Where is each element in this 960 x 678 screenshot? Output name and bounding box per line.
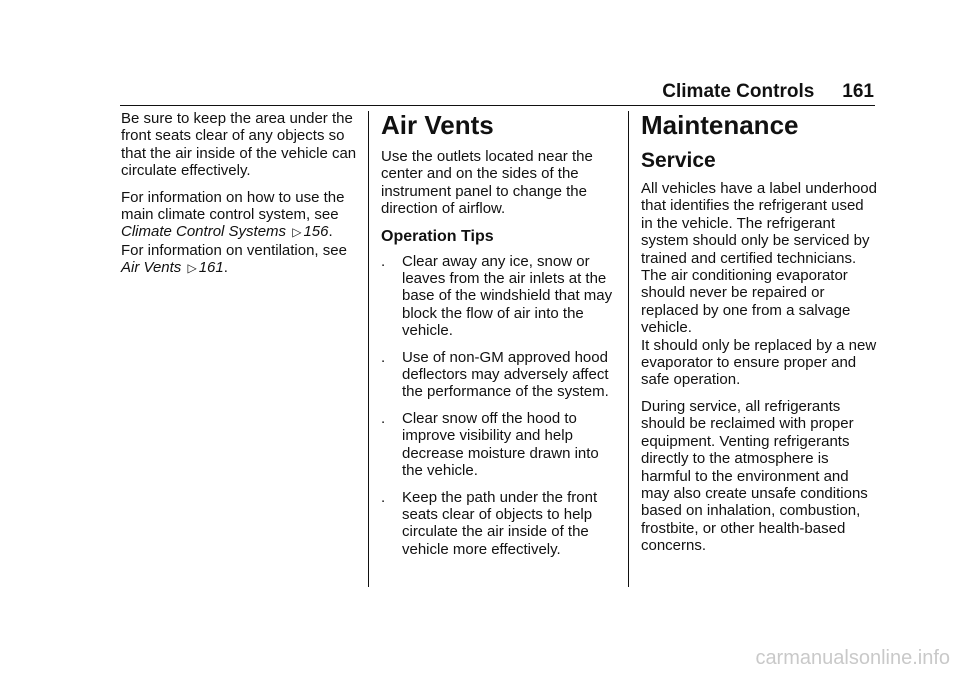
list-item: . Keep the path under the front seats clear of objects to help circulate the air inside of the vehicle more effectively. [381,488,598,558]
link-page-number[interactable]: 156 [303,223,329,241]
right-arrow-icon: ▷ [187,261,197,276]
paragraph-text: . [223,259,228,277]
link-page-number[interactable]: 161 [198,259,224,277]
paragraph-text: For information on how to use the main climate control system, see [121,188,345,224]
bullet-marker: . [381,252,386,270]
list-item: . Use of non-GM approved hood deflectors may adversely affect the performance of the system. [381,348,609,401]
page-header [662,81,874,103]
section-title: Climate Controls [662,81,815,102]
column-divider-2 [628,111,629,587]
bullet-marker: . [381,409,386,427]
paragraph: Be sure to keep the area under the front seats clear of any objects so that the air inside of the vehicle can circulate effectively. [121,110,357,180]
link-climate-control-systems[interactable]: Climate Control Systems [121,223,287,241]
header-rule [120,105,875,106]
column-middle [381,110,619,567]
section-heading: Air Vents [381,110,494,140]
column-divider-1 [368,111,369,587]
cross-reference-paragraph [121,189,359,278]
paragraph: All vehicles have a label underhood that identifies the refrigerant used in the vehicle. The refrigerant system should only be serviced by trained and certified technicians. The air conditioning evaporator should never be repaired or replaced by one from a salvage vehicle. It should only be replaced by a new evaporator to ensure proper and safe operation. [641,180,877,389]
link-air-vents[interactable]: Air Vents [121,259,182,277]
list-item: . Clear away any ice, snow or leaves from the air inlets at the base of the windshield that may block the flow of air into the vehicle. [381,252,613,340]
subsection-heading: Service [641,149,716,172]
column-right [641,110,879,564]
watermark: carmanualsonline.info [755,647,950,669]
bullet-list [381,253,619,559]
paragraph: Use the outlets located near the center and on the sides of the instrument panel to change the direction of airflow. [381,148,593,218]
right-arrow-icon: ▷ [292,225,302,240]
subsection-heading: Operation Tips [381,227,494,245]
column-left [121,110,359,287]
bullet-marker: . [381,348,386,366]
page-number: 161 [842,81,874,102]
section-heading: Maintenance [641,110,799,140]
paragraph: During service, all refrigerants should be reclaimed with proper equipment. Venting refrigerants directly to the atmosphere is harmful to the environment and may also create unsafe conditions based on inhalation, combustion, frostbite, or other health-based concerns. [641,397,868,555]
paragraph-text: . For information on ventilation, see [121,223,347,259]
bullet-marker: . [381,488,386,506]
list-item: . Clear snow off the hood to improve visibility and help decrease moisture drawn into the vehicle. [381,409,599,480]
